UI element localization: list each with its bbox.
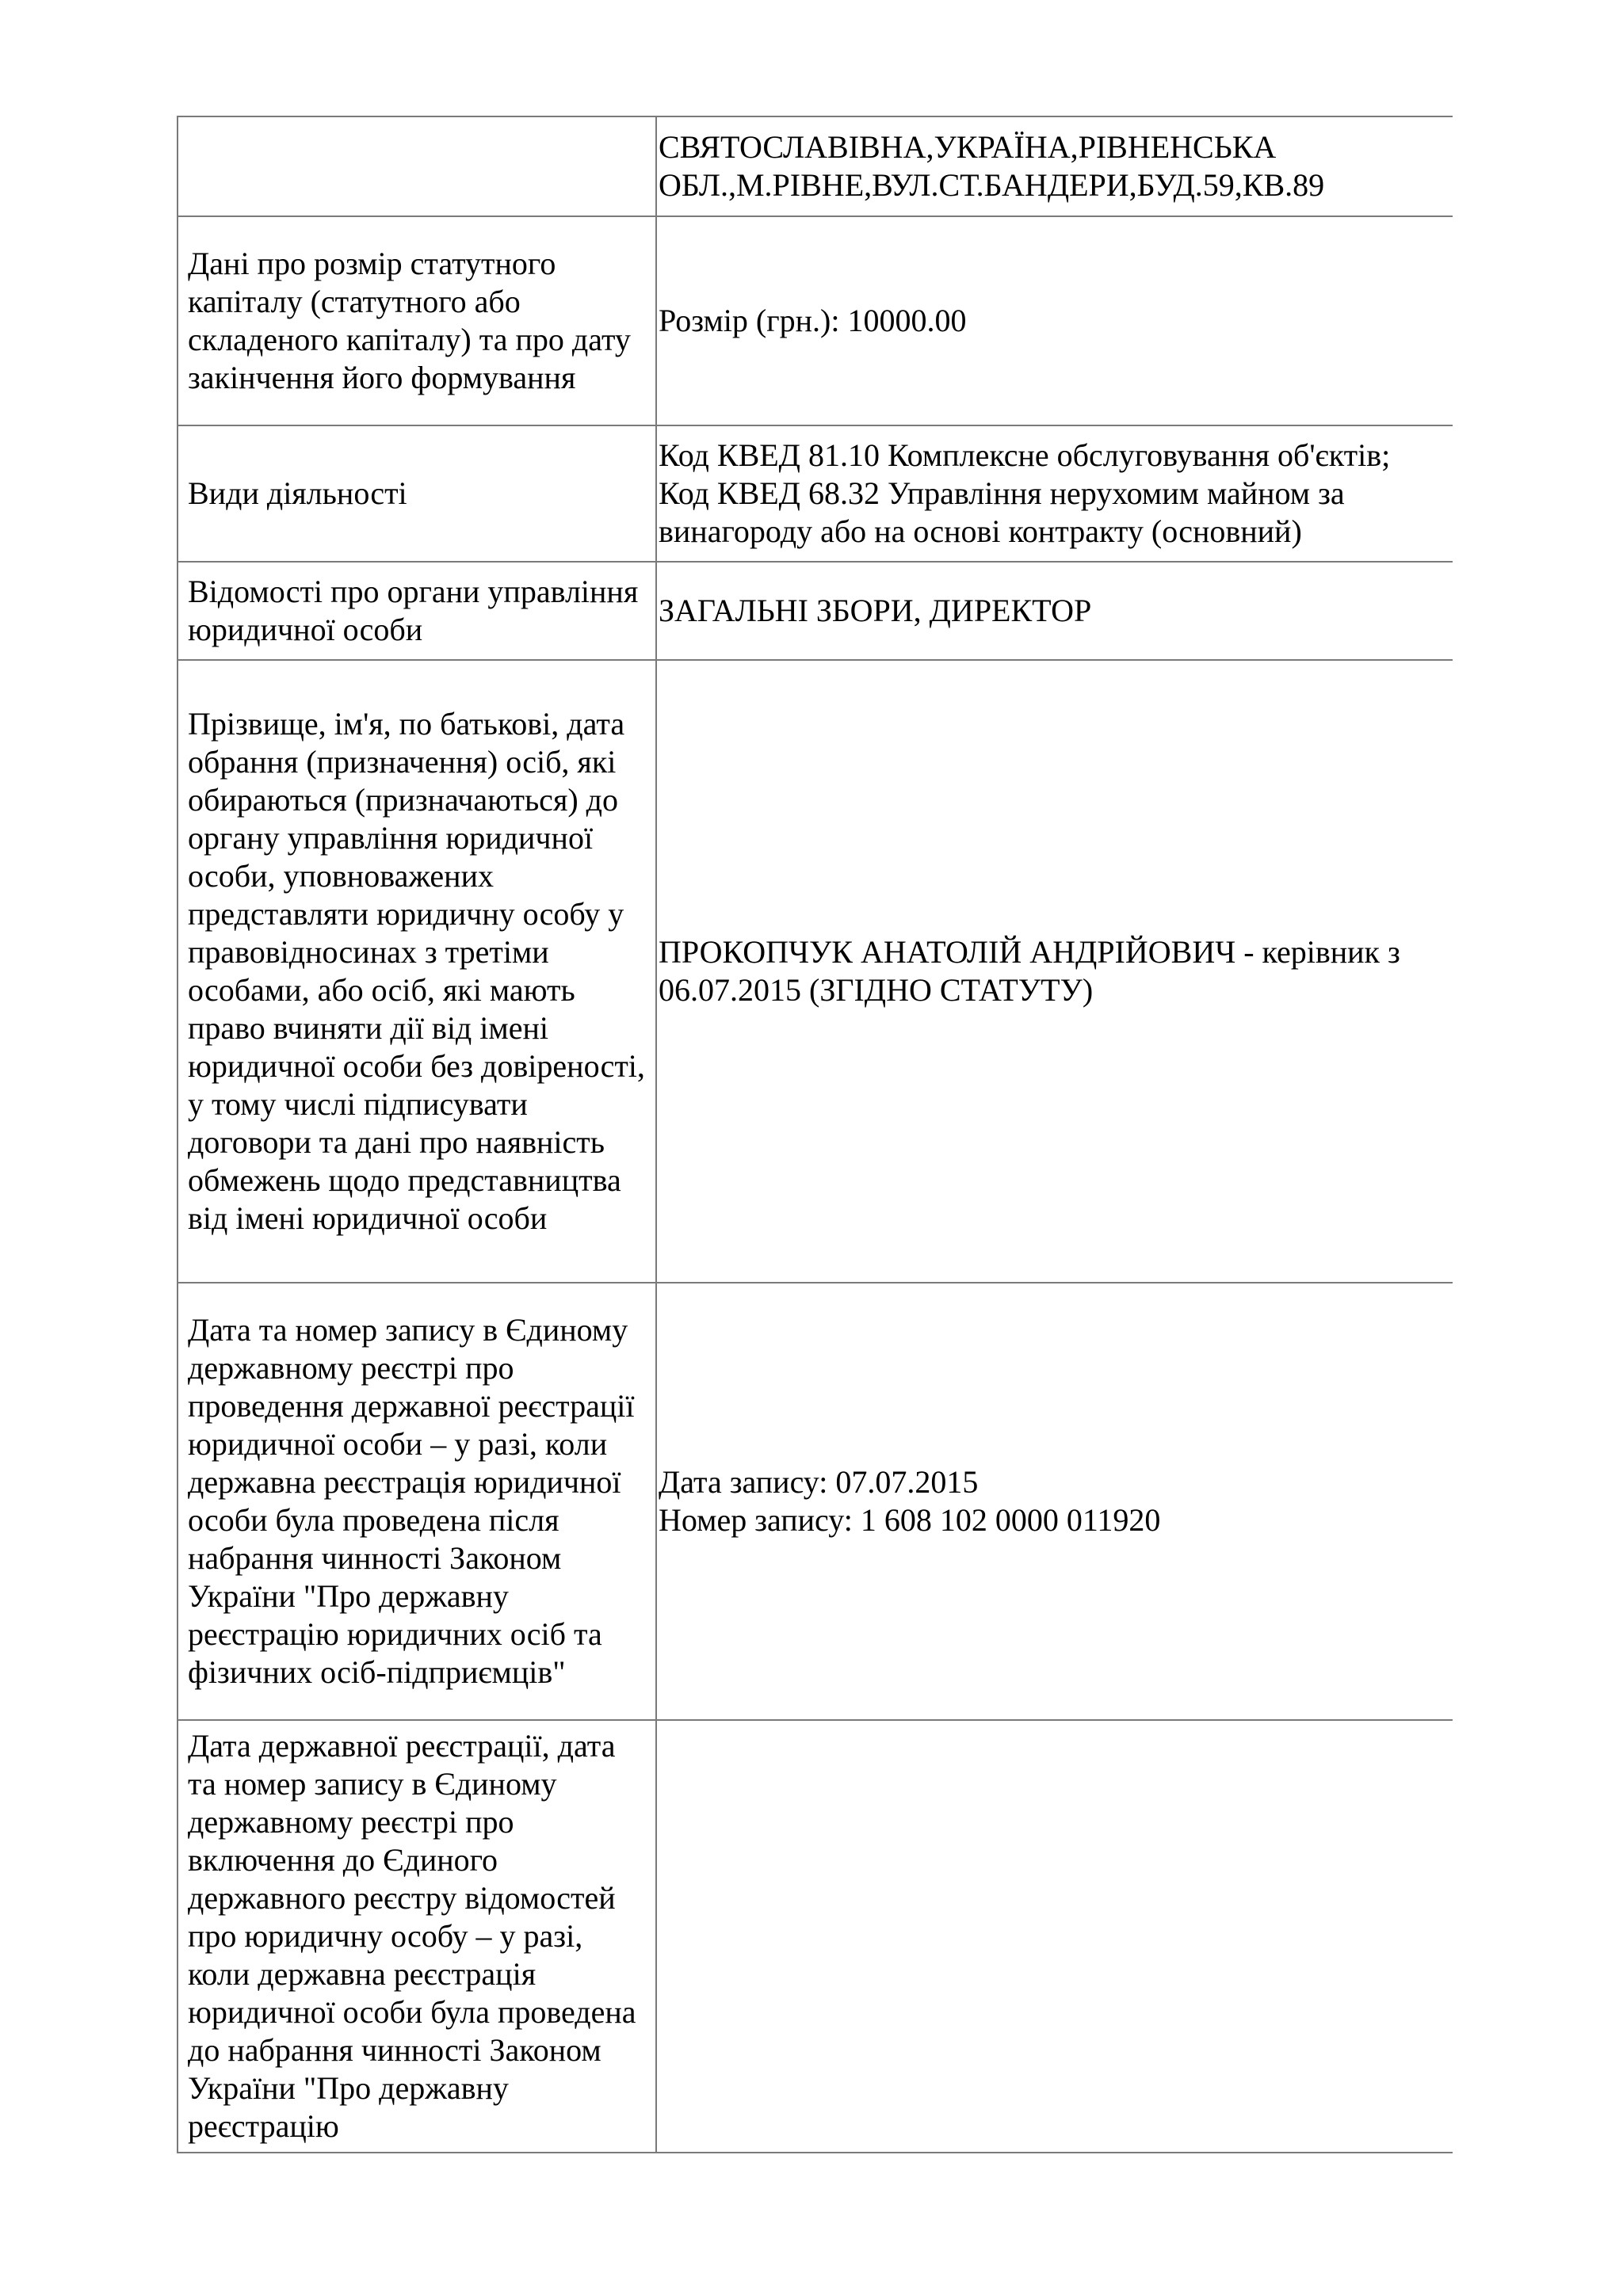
registry-extract-table bbox=[177, 116, 1453, 2153]
row-label-registration-before-law: Дата державної реєстрації, дата та номер запису в Єдиному державному реєстрі про включення до Єдиного державного реєстру відомостей про юридичну особу – у разі, коли державна реєстрація юридичної особи була проведена до набрання чинності Законом України "Про державну реєстрацію bbox=[178, 1720, 656, 2153]
table-row-governing-bodies bbox=[178, 562, 1453, 660]
row-label-capital: Дані про розмір статутного капіталу (статутного або складеного капіталу) та про дату закінчення його формування bbox=[178, 216, 656, 425]
row-label-registration-record: Дата та номер запису в Єдиному державному реєстрі про проведення державної реєстрації юридичної особи – у разі, коли державна реєстрація юридичної особи була проведена після набрання чинності Законом України "Про державну реєстрацію юридичних осіб та фізичних осіб-підприємців" bbox=[178, 1283, 656, 1720]
table-row-registration-record bbox=[178, 1283, 1453, 1720]
row-value-registration-before-law bbox=[656, 1720, 1453, 2153]
row-value-registration-record: Дата запису: 07.07.2015 Номер запису: 1 608 102 0000 011920 bbox=[656, 1283, 1453, 1720]
table-row-registration-before-law bbox=[178, 1720, 1453, 2153]
row-label-authorized-persons: Прізвище, ім'я, по батькові, дата обрання (призначення) осіб, які обираються (призначаються) до органу управління юридичної особи, уповноважених представляти юридичну особу у правовідносинах з третіми особами, або осіб, які мають право вчиняти дії від імені юридичної особи без довіреності, у тому числі підписувати договори та дані про наявність обмежень щодо представництва від імені юридичної особи bbox=[178, 660, 656, 1283]
row-value-authorized-persons: ПРОКОПЧУК АНАТОЛІЙ АНДРІЙОВИЧ - керівник з 06.07.2015 (ЗГІДНО СТАТУТУ) bbox=[656, 660, 1453, 1283]
table-row-authorized-persons bbox=[178, 660, 1453, 1283]
row-label-empty bbox=[178, 116, 656, 216]
row-label-activities: Види діяльності bbox=[178, 425, 656, 562]
table-row-address bbox=[178, 116, 1453, 216]
row-label-governing-bodies: Відомості про органи управління юридичної особи bbox=[178, 562, 656, 660]
row-value-governing-bodies: ЗАГАЛЬНІ ЗБОРИ, ДИРЕКТОР bbox=[656, 562, 1453, 660]
row-value-address: СВЯТОСЛАВІВНА,УКРАЇНА,РІВНЕНСЬКА ОБЛ.,М.РІВНЕ,ВУЛ.СТ.БАНДЕРИ,БУД.59,КВ.89 bbox=[656, 116, 1453, 216]
table-row-capital bbox=[178, 216, 1453, 425]
row-value-activities: Код КВЕД 81.10 Комплексне обслуговування об'єктів; Код КВЕД 68.32 Управління нерухомим майном за винагороду або на основі контракту (основний) bbox=[656, 425, 1453, 562]
row-value-capital: Розмір (грн.): 10000.00 bbox=[656, 216, 1453, 425]
table-row-activities bbox=[178, 425, 1453, 562]
